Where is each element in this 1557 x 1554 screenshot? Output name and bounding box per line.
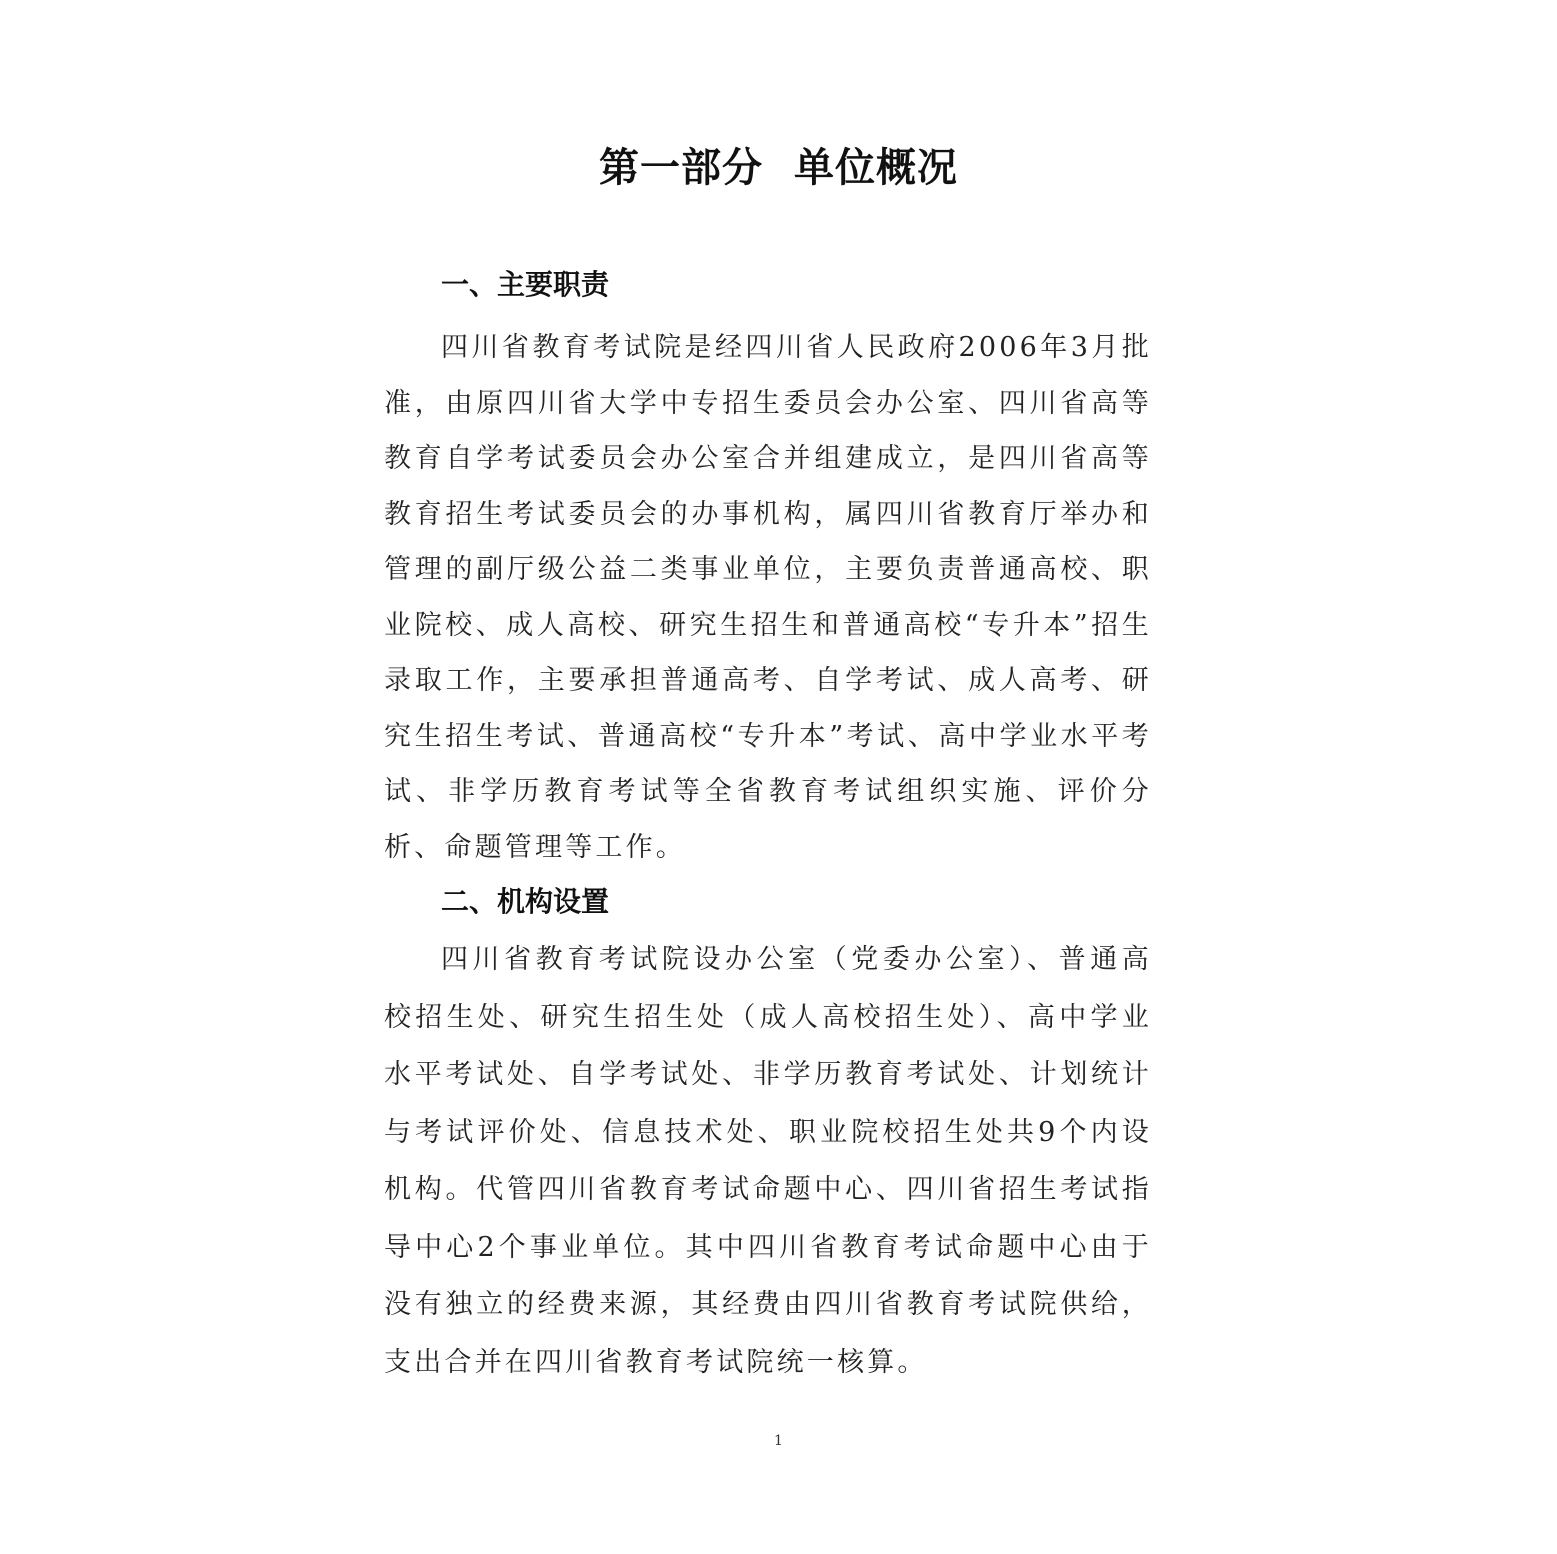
section-paragraph-organization: 四川省教育考试院设办公室（党委办公室）、普通高校招生处、研究生招生处（成人高校招生处）、高中学业水平考试处、自学考试处、非学历教育考试处、计划统计与考试评价处、信息技术处、职业院校招生处共9个内设机构。代管四川省教育考试命题中心、四川省招生考试指导中心2个事业单位。其中四川省教育考试命题中心由于没有独立的经费来源，其经费由四川省教育考试院供给，支出合并在四川省教育考试院统一核算。 <box>384 944 1152 1378</box>
page-title: 第一部分 单位概况 <box>599 145 958 191</box>
page-number: 1 <box>774 1433 783 1449</box>
document-body <box>384 260 1152 1391</box>
section-paragraph-main-duties: 四川省教育考试院是经四川省人民政府2006年3月批准，由原四川省大学中专招生委员会办公室、四川省高等教育自学考试委员会办公室合并组建成立，是四川省高等教育招生考试委员会的办事机构，属四川省教育厅举办和管理的副厅级公益二类事业单位，主要负责普通高校、职业院校、成人高校、研究生招生和普通高校“专升本”招生录取工作，主要承担普通高考、自学考试、成人高考、研究生招生考试、普通高校“专升本”考试、高中学业水平考试、非学历教育考试等全省教育考试组织实施、评价分析、命题管理等工作。 <box>384 332 1152 863</box>
section-heading-organization: 二、机构设置 <box>441 885 610 918</box>
section-heading-main-duties: 一、主要职责 <box>441 268 610 301</box>
